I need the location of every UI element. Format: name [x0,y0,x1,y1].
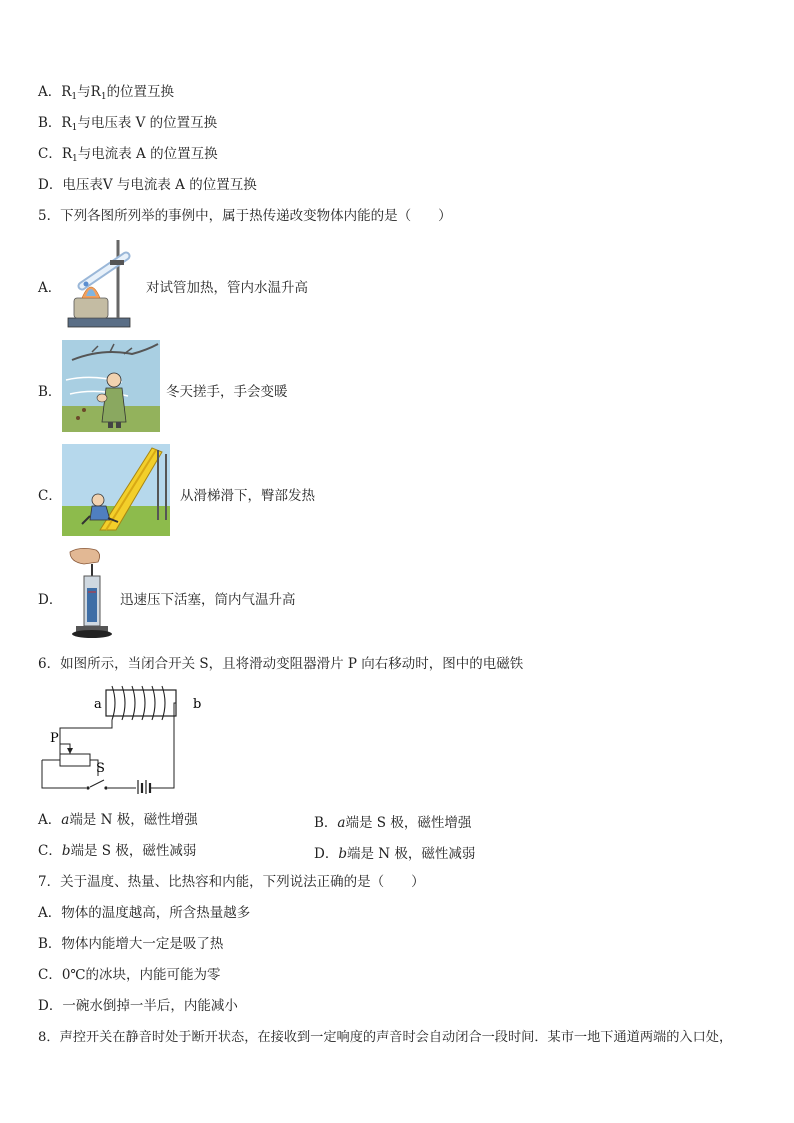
q4-option-d: D．电压表V 与电流表 A 的位置互换 [38,177,257,193]
q6-a-var: a [61,812,70,828]
q6-a-label: A． [38,812,62,828]
label-s: S [96,761,105,776]
q6-option-c [38,842,196,860]
piston-pump-image [62,546,118,640]
q7-option-c: C．0℃的冰块，内能可能为零 [38,967,221,983]
q4-a-pre: A．R [38,84,72,100]
q5-option-d-caption: 迅速压下活塞，筒内气温升高 [120,592,296,608]
q6-d-text: 端是 N 极，磁性减弱 [346,846,476,862]
q5-stem: 5．下列各图所列举的事例中，属于热传递改变物体内能的是（ ） [38,208,452,224]
q4-c-post: 与电流表 A 的位置互换 [77,146,218,162]
q6-c-var: b [61,843,71,859]
q5-option-c-caption: 从滑梯滑下，臀部发热 [180,488,315,504]
q5-option-c-label: C． [38,488,62,504]
q6-c-text: 端是 S 极，磁性减弱 [70,843,197,859]
q4-b-pre: B．R [38,115,72,131]
electromagnet-circuit-diagram [38,684,218,794]
q4-c-sub1: 1 [72,154,78,164]
label-p: P [50,731,59,746]
q6-option-b [314,811,471,831]
q4-a-post: 的位置互换 [106,84,175,100]
q6-b-label: B． [314,815,338,831]
q6-c-label: C． [38,843,62,859]
q4-option-c [38,145,218,168]
q6-a-text: 端是 N 极，磁性增强 [69,812,198,828]
label-b: b [193,697,202,712]
q4-a-sub1: 1 [71,92,78,102]
q4-a-sub2: 1 [100,92,107,102]
test-tube-heating-image [64,238,142,330]
q6-stem: 6．如图所示，当闭合开关 S，且将滑动变阻器滑片 P 向右移动时，图中的电磁铁 [38,656,524,672]
q4-c-pre: C．R [38,146,72,162]
q8-stem: 8．声控开关在静音时处于断开状态，在接收到一定响度的声音时会自动闭合一段时间．某市一地下通道两端的入口处， [38,1030,733,1045]
q6-option-d [314,842,475,862]
q4-b-post: 与电压表 V 的位置互换 [77,115,218,131]
q5-option-b-caption: 冬天搓手，手会变暖 [166,384,288,400]
q7-stem: 7．关于温度、热量、比热容和内能，下列说法正确的是（ ） [38,874,425,890]
q6-b-var: a [337,815,346,831]
q4-option-a [38,83,174,106]
rubbing-hands-image [62,340,160,432]
q6-option-a [38,811,198,829]
q6-b-text: 端是 S 极，磁性增强 [345,815,472,831]
q5-option-b-label: B． [38,384,62,400]
q6-d-label: D． [314,846,339,862]
q7-option-d: D．一碗水倒掉一半后，内能减小 [38,998,238,1014]
q5-option-d-label: D． [38,592,63,608]
q7-option-a: A．物体的温度越高，所含热量越多 [38,905,251,921]
q5-option-a-label: A． [38,280,62,296]
q4-b-sub1: 1 [71,123,78,133]
q4-option-b [38,114,217,137]
q5-option-a-caption: 对试管加热，管内水温升高 [146,280,308,296]
slide-image [62,444,170,536]
q6-d-var: b [338,846,347,862]
label-a: a [94,697,102,712]
q7-option-b: B．物体内能增大一定是吸了热 [38,936,224,952]
q4-a-mid: 与R [77,84,101,100]
